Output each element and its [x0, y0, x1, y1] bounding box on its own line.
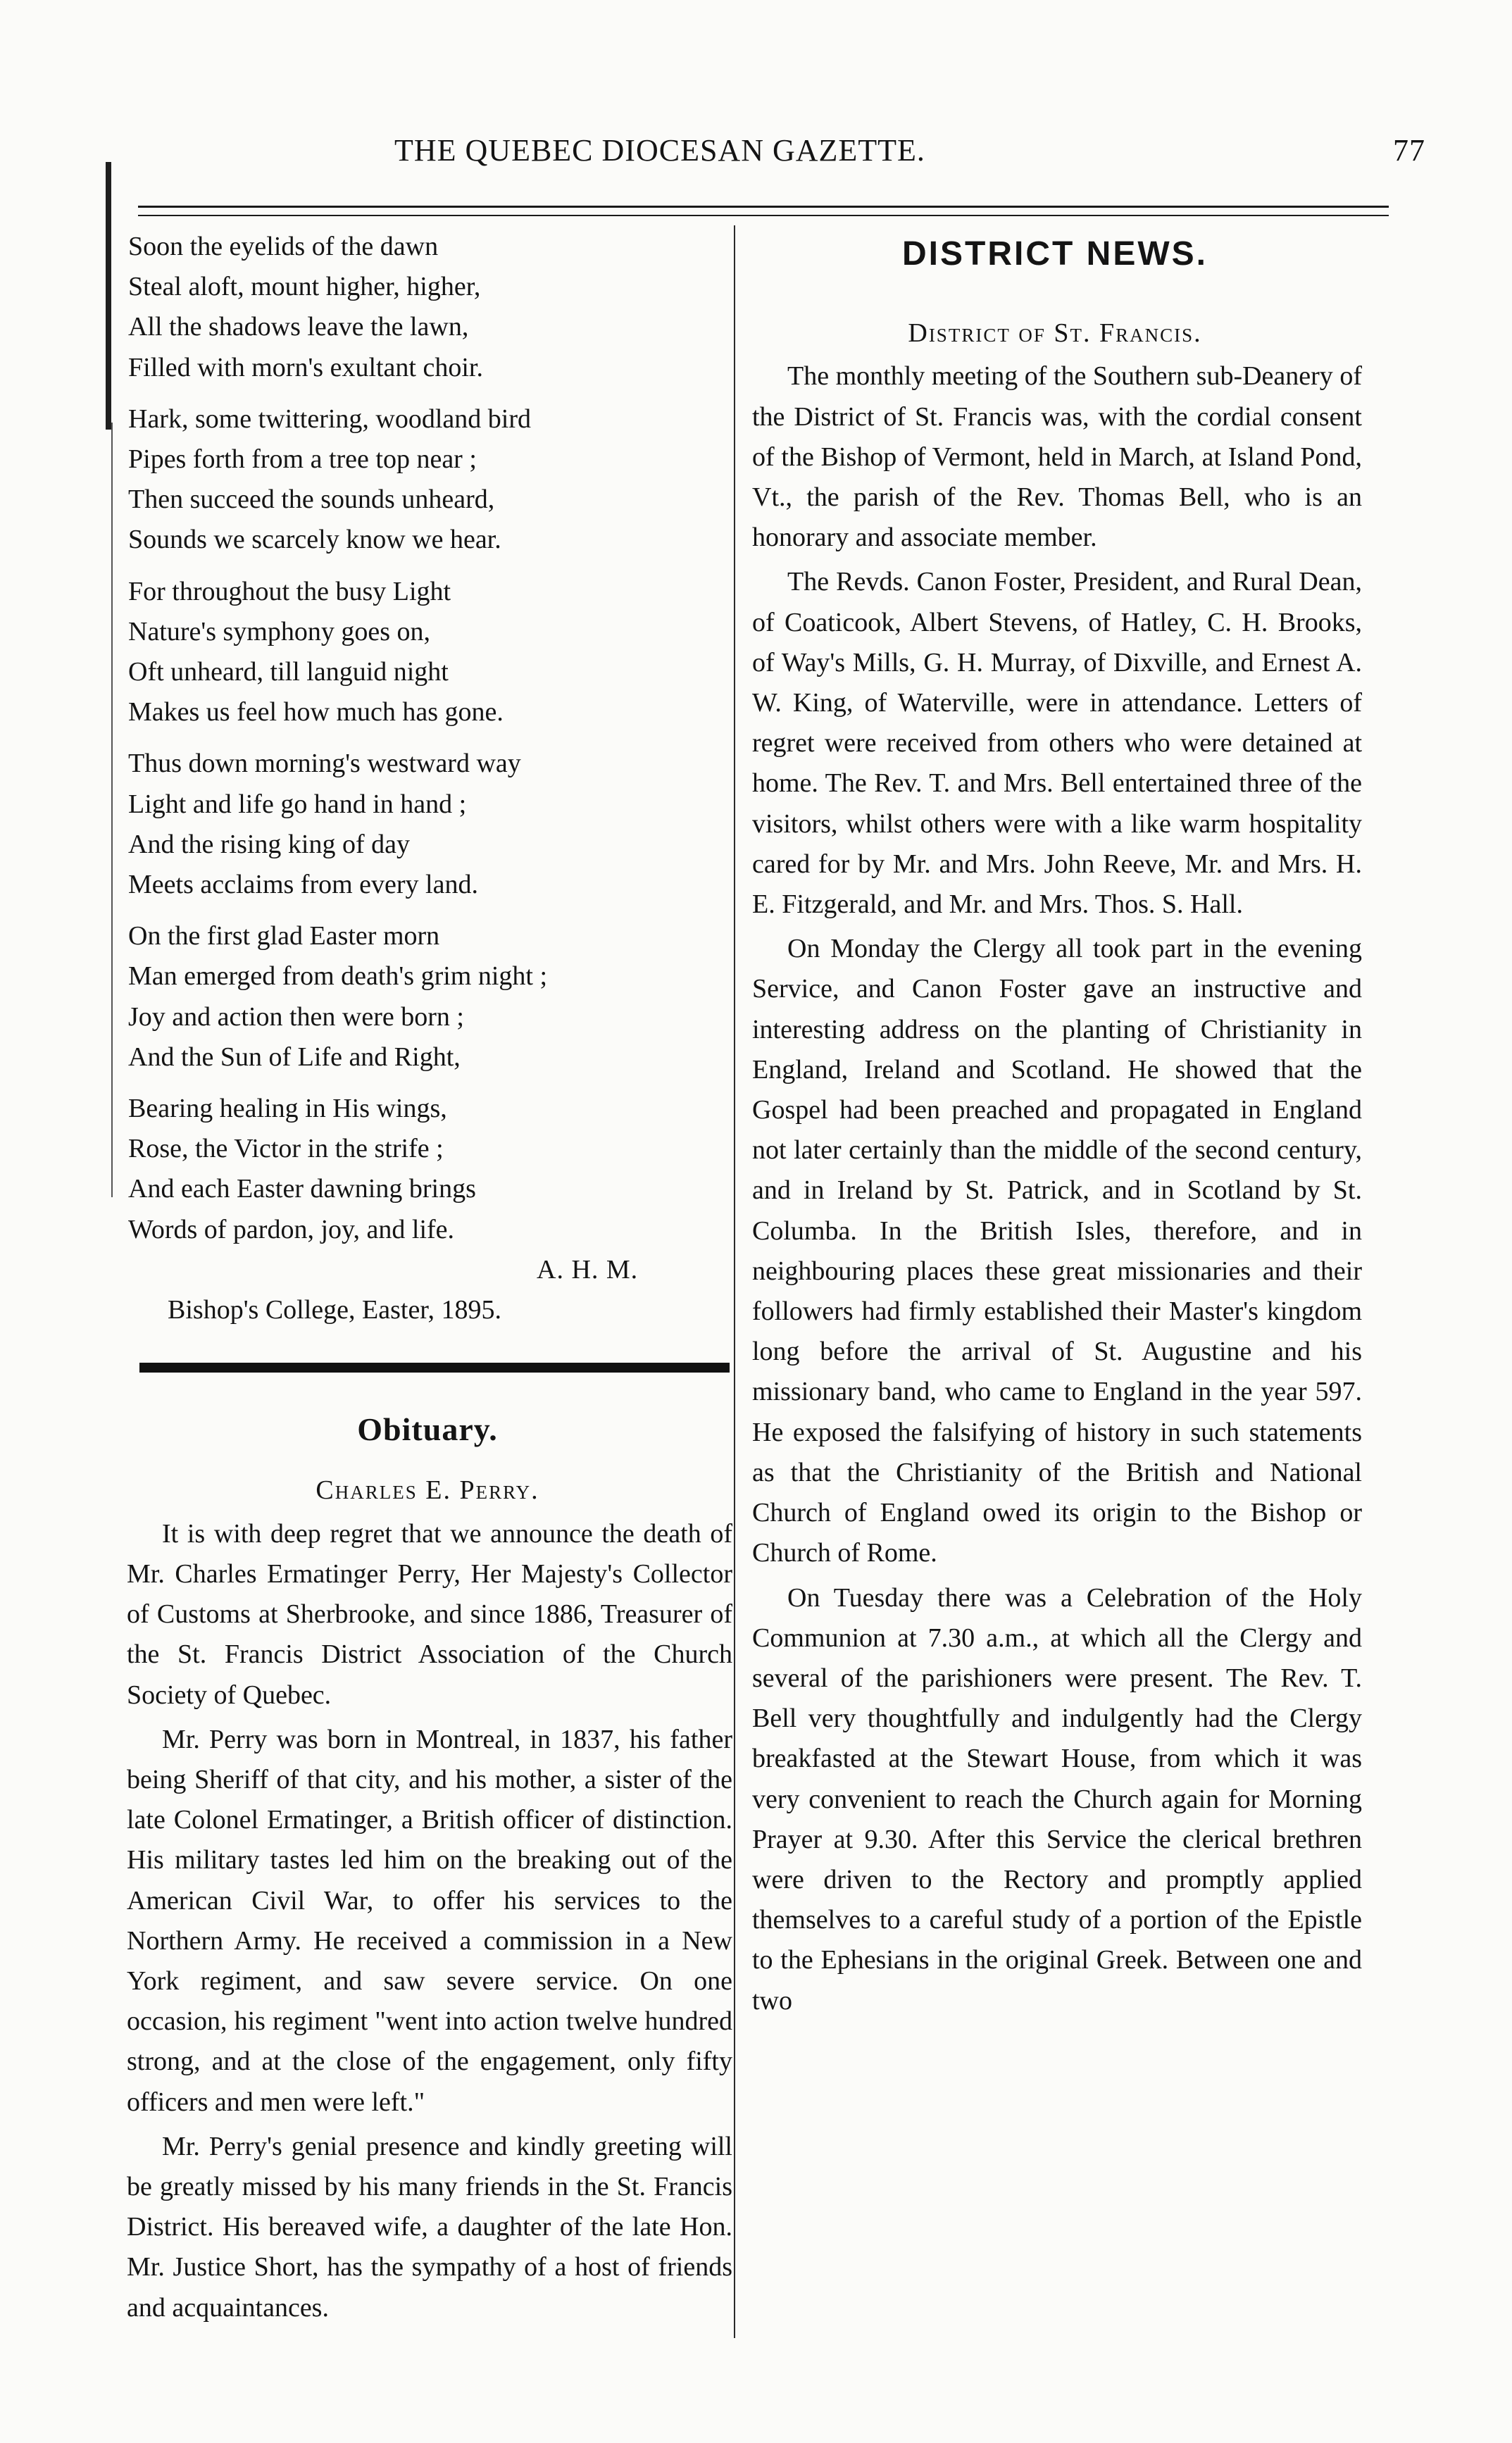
poem-line: Words of pardon, joy, and life. [128, 1214, 455, 1244]
poem-line: Meets acclaims from every land. [128, 870, 478, 900]
running-title: THE QUEBEC DIOCESAN GAZETTE. [394, 133, 925, 168]
district-news-title: DISTRICT NEWS. [902, 235, 1208, 273]
obituary-paragraph: Mr. Perry's genial presence and kindly greeting will be greatly missed by his many friends in the St. Francis District. His bereaved wife, a daughter of the late Hon. Mr. Justice Short, has the sympathy of a host of friends and acquaintances. [127, 2131, 732, 2323]
poem-line: Soon the eyelids of the dawn [128, 232, 439, 261]
right-column [745, 227, 1365, 2021]
obituary-subject: Charles E. Perry. [315, 1475, 539, 1506]
poem-dateline: Bishop's College, Easter, 1895. [168, 1295, 501, 1325]
poem-stanza [128, 916, 737, 1077]
poem-line: For throughout the busy Light [128, 576, 451, 606]
header-double-rule [138, 206, 1389, 216]
easter-poem [128, 227, 737, 1330]
poem-stanza [128, 572, 737, 733]
obituary-paragraph: It is with deep regret that we announce the death of Mr. Charles Ermatinger Perry, Her Majesty's Collector of Customs at Sherbrooke, and since 1886, Treasurer of the St. Francis District Association of the Church Society of Quebec. [127, 1518, 732, 1710]
poem-line: On the first glad Easter morn [128, 921, 440, 951]
poem-line: All the shadows leave the lawn, [128, 312, 469, 342]
poem-line: Sounds we scarcely know we hear. [128, 525, 501, 555]
poem-line: And the Sun of Life and Right, [128, 1042, 461, 1072]
poem-line: Bearing healing in His wings, [128, 1094, 447, 1124]
poem-stanza [128, 1089, 737, 1250]
poem-line: Makes us feel how much has gone. [128, 697, 504, 727]
district-paragraph: The monthly meeting of the Southern sub-Deanery of the District of St. Francis was, with the cordial consent of the Bishop of Vermont, held in March, at Island Pond, Vt., the parish of the Rev. Thomas Bell, who is an honorary and associate member. [752, 361, 1362, 553]
poem-line: Nature's symphony goes on, [128, 616, 431, 646]
district-paragraph: On Monday the Clergy all took part in the evening Service, and Canon Foster gave an instructive and interesting address on the planting of Christianity in England, Ireland and Scotland. He showed that the Gospel had been preached and propagated in England not later certainly than the middle of the second century, and in Ireland by St. Patrick, and in Scotland by St. Columba. In the British Isles, therefore, and in neighbouring places these great missionaries and their followers had firmly established their Master's kingdom long before the arrival of St. Augustine and his missionary band, who came to England in the year 597. He exposed the falsifying of history in such statements as that the Christianity of the British and National Church of England owed its origin to the Bishop or Church of Rome. [752, 934, 1362, 1568]
obituary-title: Obituary. [357, 1411, 498, 1448]
district-paragraph: On Tuesday there was a Celebration of the Holy Communion at 7.30 a.m., at which all the Clergy and several of the parishioners were present. The Rev. T. Bell very thoughtfully and indulgently had the Clergy breakfasted at the Stewart House, from which it was very convenient to reach the Church again for Morning Prayer at 9.30. After this Service the clerical brethren were driven to the Rectory and promptly applied themselves to a careful study of a portion of the Epistle to the Ephesians in the original Greek. Between one and two [752, 1582, 1362, 2016]
poem-line: Rose, the Victor in the strife ; [128, 1134, 444, 1164]
obituary-paragraph: Mr. Perry was born in Montreal, in 1837, his father being Sheriff of that city, and his mother, a sister of the late Colonel Ermatinger, a British officer of distinction. His military tastes led him on the breaking out of the American Civil War, to offer his services to the Northern Army. He received a commission in a New York regiment, and saw severe service. On one occasion, his regiment "went into action twelve hundred strong, and at the close of the engagement, only fifty officers and men were left." [127, 1724, 732, 2117]
poem-line: And the rising king of day [128, 829, 411, 859]
page-number: 77 [1393, 133, 1425, 168]
poem-line: Steal aloft, mount higher, higher, [128, 272, 481, 302]
poem-line: Light and life go hand in hand ; [128, 789, 467, 819]
poem-line: And each Easter dawning brings [128, 1174, 476, 1204]
district-subhead: District of St. Francis. [908, 318, 1202, 349]
poem-stanza [128, 399, 737, 561]
poem-line: Thus down morning's westward way [128, 749, 521, 779]
binding-edge-shadow [106, 162, 111, 430]
poem-line: Filled with morn's exultant choir. [128, 352, 483, 382]
poem-line: Pipes forth from a tree top near ; [128, 444, 477, 475]
poem-attribution: A. H. M. [537, 1254, 639, 1285]
poem-stanza [128, 744, 737, 905]
binding-edge-line [111, 423, 113, 1197]
poem-line: Then succeed the sounds unheard, [128, 485, 495, 515]
poem-line: Joy and action then were born ; [128, 1001, 464, 1032]
poem-line: Oft unheard, till languid night [128, 657, 449, 687]
left-column [118, 227, 737, 2328]
section-rule [139, 1363, 730, 1373]
poem-stanza [128, 227, 737, 388]
poem-line: Hark, some twittering, woodland bird [128, 404, 532, 434]
poem-line: Man emerged from death's grim night ; [128, 961, 548, 992]
district-paragraph: The Revds. Canon Foster, President, and Rural Dean, of Coaticook, Albert Stevens, of Hatley, C. H. Brooks, of Way's Mills, G. H. Murray, of Dixville, and Ernest A. W. King, of Waterville, were in attendance. Letters of regret were received from others who were detained at home. The Rev. T. and Mrs. Bell entertained three of the visitors, whilst others were with a like warm hospitality cared for by Mr. and Mrs. John Reeve, Mr. and Mrs. H. E. Fitzgerald, and Mr. and Mrs. Thos. S. Hall. [752, 567, 1362, 920]
